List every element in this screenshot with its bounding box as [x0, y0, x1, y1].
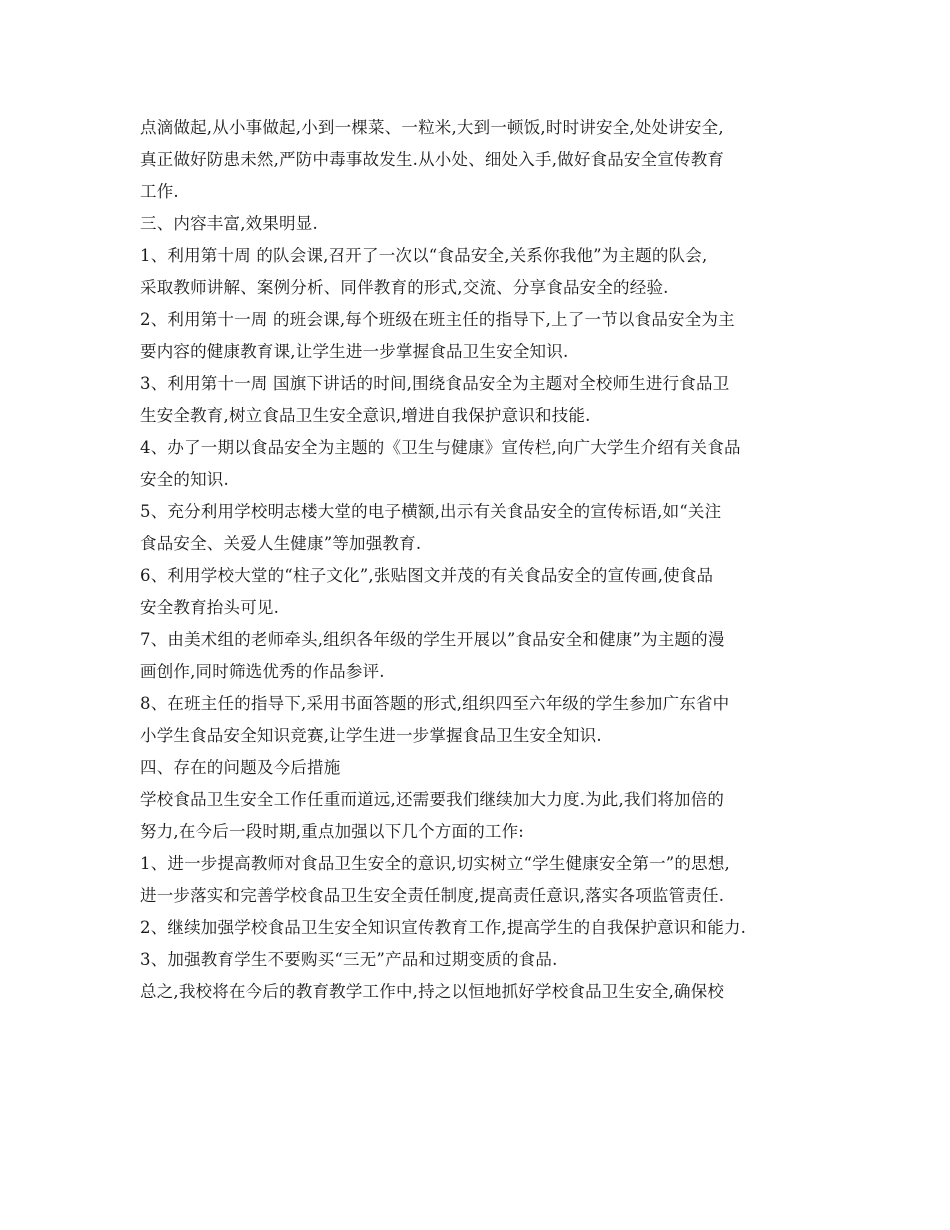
document-body [140, 112, 820, 1008]
text-line: 生安全教育,树立食品卫生安全意识,增进自我保护意识和技能. [140, 406, 591, 425]
text-line: 4、办了一期以食品安全为主题的《卫生与健康》宣传栏,向广大学生介绍有关食品 [140, 438, 741, 457]
text-line: 2、继续加强学校食品卫生安全知识宣传教育工作,提高学生的自我保护意识和能力. [140, 918, 747, 937]
text-line: 学校食品卫生安全工作任重而道远,还需要我们继续加大力度.为此,我们将加倍的 [140, 790, 725, 809]
text-line: 点滴做起,从小事做起,小到一棵菜、一粒米,大到一顿饭,时时讲安全,处处讲安全, [140, 118, 724, 137]
text-line: 采取教师讲解、案例分析、同伴教育的形式,交流、分享食品安全的经验. [140, 278, 669, 297]
text-line: 安全教育抬头可见. [140, 598, 280, 617]
text-line: 小学生食品安全知识竞赛,让学生进一步掌握食品卫生安全知识. [140, 726, 602, 745]
text-line: 总之,我校将在今后的教育教学工作中,持之以恒地抓好学校食品卫生安全,确保校 [140, 982, 725, 1001]
section-heading: 三、内容丰富,效果明显. [140, 214, 318, 233]
text-line: 安全的知识. [140, 470, 229, 489]
text-line: 8、在班主任的指导下,采用书面答题的形式,组织四至六年级的学生参加广东省中 [140, 694, 730, 713]
text-line: 5、充分利用学校明志楼大堂的电子横额,出示有关食品安全的宣传标语,如“关注 [140, 502, 722, 521]
text-line: 要内容的健康教育课,让学生进一步掌握食品卫生安全知识. [140, 342, 569, 361]
text-line: 画创作,同时筛选优秀的作品参评. [140, 662, 385, 681]
text-line: 6、利用学校大堂的“柱子文化”,张贴图文并茂的有关食品安全的宣传画,使食品 [140, 566, 714, 585]
section-heading: 四、存在的问题及今后措施 [140, 758, 341, 777]
text-line: 真正做好防患未然,严防中毒事故发生.从小处、细处入手,做好食品安全宣传教育 [140, 150, 725, 169]
text-line: 1、进一步提高教师对食品卫生安全的意识,切实树立“学生健康安全第一”的思想, [140, 854, 730, 873]
text-line: 进一步落实和完善学校食品卫生安全责任制度,提高责任意识,落实各项监管责任. [140, 886, 725, 905]
text-line: 2、利用第十一周 的班会课,每个班级在班主任的指导下,上了一节以食品安全为主 [140, 310, 735, 329]
text-line: 7、由美术组的老师牵头,组织各年级的学生开展以”食品安全和健康”为主题的漫 [140, 630, 725, 649]
text-line: 工作. [140, 182, 179, 201]
text-line: 努力,在今后一段时期,重点加强以下几个方面的工作: [140, 822, 525, 841]
text-line: 1、利用第十周 的队会课,召开了一次以“食品安全,关系你我他”为主题的队会, [140, 246, 708, 265]
text-line: 3、加强教育学生不要购买“三无”产品和过期变质的食品. [140, 950, 558, 969]
text-line: 食品安全、关爱人生健康”等加强教育. [140, 534, 422, 553]
text-line: 3、利用第十一周 国旗下讲话的时间,围绕食品安全为主题对全校师生进行食品卫 [140, 374, 730, 393]
